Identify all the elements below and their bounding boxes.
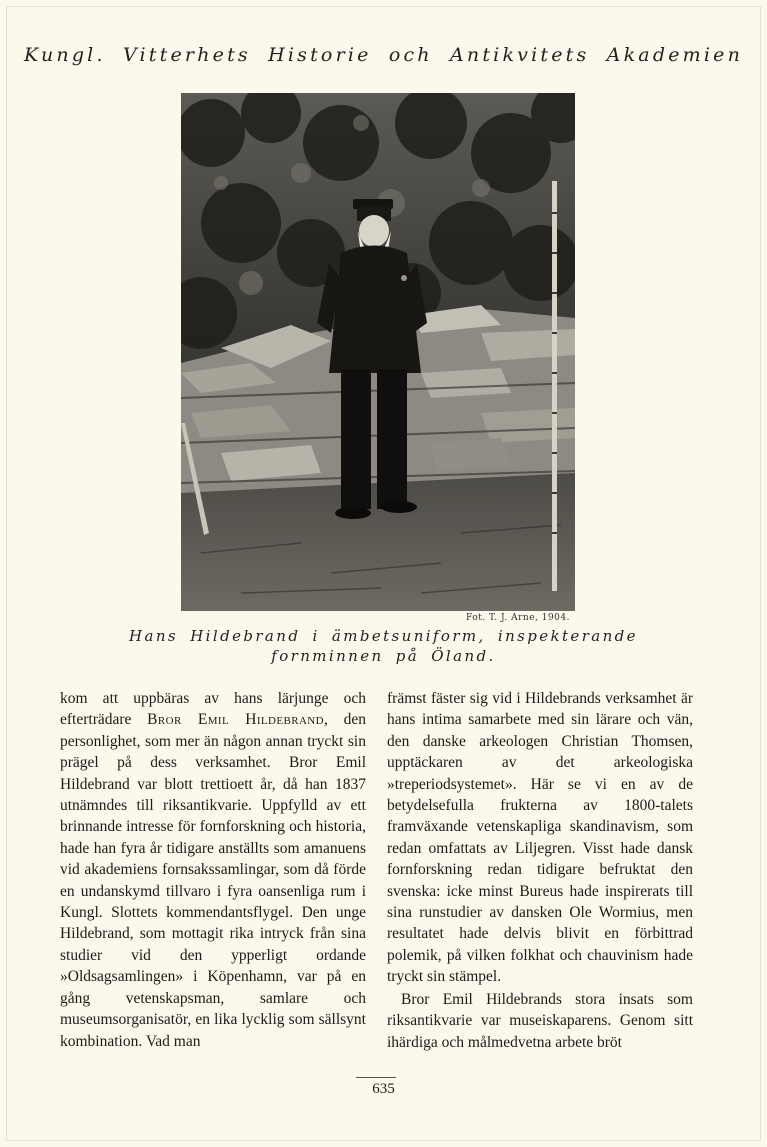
- right-paragraph-1: främst fäster sig vid i Hildebrands verksamhet är hans intima samarbete med sin lärare och vän, den danske arkeologen Christian Thomsen, upptäckaren av det arkeologiska »treperiodsystemet». Här se vi en av de betydelsefulla frukterna av 1800-talets framväxande vetenskapliga skandinavism, som redan omfattats av Liljegren. Visst hade dansk fornforskning redan tidigare befruktat den svenska: icke minst Bureus hade inspirerats till sina runstudier av dansken Ole Wormius, men resultatet hade delvis blivit en förbittrad polemik, på vilken folkhat och chauvinism hade tryckt sin stämpel.: [387, 690, 693, 986]
- caption-line-2: fornminnen på Öland.: [271, 647, 496, 665]
- right-column: [387, 688, 693, 1053]
- photo-credit: Fot. T. J. Arne, 1904.: [466, 613, 570, 623]
- name-small-caps: Bror Emil Hildebrand: [147, 711, 324, 729]
- photograph-icon: [181, 93, 575, 611]
- photo-caption: [110, 626, 657, 666]
- photograph: [181, 93, 575, 611]
- left-paragraph: [60, 688, 366, 1052]
- right-paragraph-2: Bror Emil Hildebrands stora insats som riksantikvarie var museiskaparens. Genom sitt ihärdiga och målmedvetna arbete bröt: [387, 990, 693, 1051]
- caption-line-1: Hans Hildebrand i ämbetsuniform, inspekterande: [129, 627, 638, 645]
- left-column: [60, 688, 366, 1052]
- left-text-rest: , den personlighet, som mer än någon annan tryckt sin prägel på dess verksamhet. Bror Emil Hildebrand var blott trettioett år, då han 1837 utnämndes till riksantikvarie. Uppfylld av ett brinnande intresse för fornforskning och historia, hade han fyra år tidigare anställts som amanuens vid akademiens fornsakssamlingar, som då förde en undanskymd tillvaro i fyra oansenliga rum i Kungl. Slottets kommendantsflygel. Den unge Hildebrand, som mottagit rika intryck från sina studier vid den ypperligt ordande »Oldsagsamlingen» i Köpenhamn, var på en gång vetenskapsman, samlare och museumsorganisatör, en lika lycklig som sällsynt kombination. Vad man: [60, 711, 366, 1050]
- folio-rule: [356, 1077, 396, 1078]
- page-number: 635: [372, 1081, 395, 1097]
- running-head: Kungl. Vitterhets Historie och Antikvitets Akademien: [23, 44, 744, 66]
- left-text-start: kom att uppbäras av hans lärjunge och efterträdare: [60, 690, 366, 729]
